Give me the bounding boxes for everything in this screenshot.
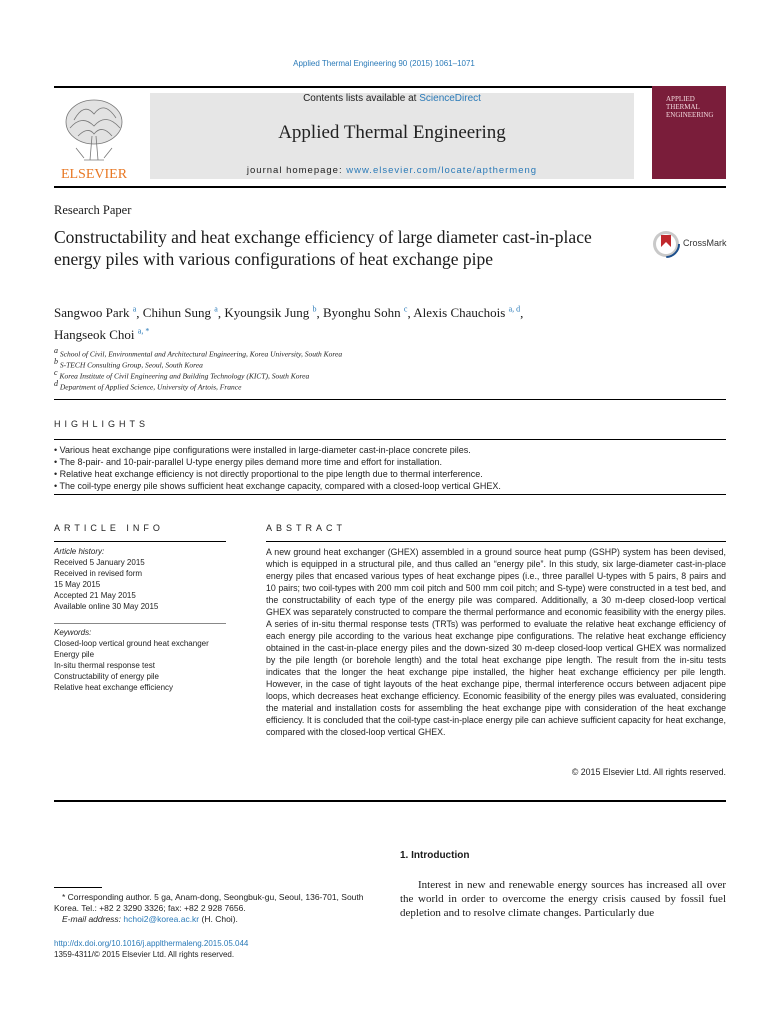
affiliation-mark: c: [54, 368, 58, 377]
highlights-bottom-rule: [54, 494, 726, 495]
highlights-heading: HIGHLIGHTS: [54, 419, 150, 429]
email-label: E-mail address:: [62, 914, 124, 924]
affiliation-text: Korea Institute of Civil Engineering and Building Technology (KICT), South Korea: [59, 371, 310, 381]
author-list: Sangwoo Park $^a$, Chihun Sung $^a$, Kyoungsik Jung $^b$, Byonghu Sohn $^c$, Alexis Chauchois $^{a, d}$, Hangseok Choi $^{a, *}$: [54, 305, 524, 342]
author[interactable]: [143, 305, 218, 320]
history-label: Article history:: [54, 547, 105, 556]
contents-line: [150, 93, 634, 105]
elsevier-wordmark: ELSEVIER: [60, 167, 128, 182]
affiliation-mark: d: [54, 379, 58, 388]
keywords-label: Keywords:: [54, 628, 92, 637]
author[interactable]: [54, 327, 149, 342]
author-name: Alexis Chauchois: [413, 305, 506, 321]
homepage-prefix: journal homepage:: [246, 165, 347, 176]
author-affiliation-mark: a, *: [137, 326, 150, 336]
article-info-rule: [54, 541, 226, 542]
crossmark-label: CrossMark: [683, 238, 727, 248]
introduction-heading: 1. Introduction: [400, 850, 470, 861]
author-affiliation-mark: b: [312, 305, 317, 314]
journal-title: Applied Thermal Engineering: [278, 122, 506, 143]
keyword: Relative heat exchange efficiency: [54, 683, 174, 692]
doi-block: [54, 938, 248, 960]
affiliation-text: S-TECH Consulting Group, Seoul, South Korea: [59, 360, 203, 370]
doi-link[interactable]: http://dx.doi.org/10.1016/j.applthermaleng.2015.05.044: [54, 939, 249, 948]
author-affiliation-mark: c: [403, 305, 408, 314]
author-affiliation-mark: a: [132, 305, 137, 314]
elsevier-tree-icon: [54, 92, 134, 182]
author-name: Kyoungsik Jung: [224, 305, 310, 321]
header-bottom-rule: [54, 186, 726, 188]
abstract-text: A new ground heat exchanger (GHEX) assembled in a ground source heat pump (GSHP) system has been devised, which is equipped in a structural pile, and thus called an “energy pile”. In this study, six large-diameter cast-in-place energy piles that encased various types of heat exchange pipes (i.e., three parallel U-types with 5 pairs, 8 pairs and 10 pairs; two coil-types with 200 mm coil pitch and 500 mm coil pitch; and S-type) were constructed in a test bed, and the constructability of each type of the energy pile was compared. Additionally, a 30 m-deep closed-loop vertical GHEX was separately constructed to compare the thermal performance and economic feasibility with the energy piles. A series of in-situ thermal response tests (TRTs) was performed to evaluate the relative heat exchange efficiency of each energy pile according to the various heat exchange pipe configurations. The relative heat exchange efficiency obtained in the cast-in-place energy piles and the down-sized 30 m-deep closed-loop vertical GHEX was normalized by the pile length (or borehole length) and the total heat exchange pipe length. The result from the in-situ tests indicates that the longer the heat exchange pipe installed, the higher heat exchange efficiency per pile length. However, in the case of tight layouts of the heat exchange pipe, thermal interference occurs between adjacent pipe loops, which decreases heat exchange efficiency. Economic feasibility of the energy piles was evaluated, considering the material and installation costs for assembling the heat exchange pipe with consideration of the heat exchange efficiency. It is concluded that the coil-type cast-in-place energy pile can achieve sufficient capacity for heat exchange, compared with the closed-loop vertical GHEX.: [266, 547, 726, 737]
corresponding-author-footnote: [54, 892, 380, 925]
article-type: Research Paper: [54, 203, 132, 217]
article-title: Constructability and heat exchange efficiency of large diameter cast-in-place energy piles with various configurations of heat exchange pipe: [54, 227, 592, 269]
author-name: Byonghu Sohn: [322, 305, 401, 321]
affiliation: [54, 379, 241, 392]
keyword: In-situ thermal response test: [54, 661, 155, 670]
email-suffix: (H. Choi).: [199, 914, 238, 924]
keyword: Energy pile: [54, 650, 95, 659]
author-name: Hangseok Choi: [54, 326, 135, 342]
author-affiliation-mark: a, d: [508, 305, 521, 314]
author-name: Sangwoo Park: [54, 305, 130, 321]
introduction-text: [400, 878, 726, 920]
highlight-item: • The 8-pair- and 10-pair-parallel U-type energy piles demand more time and effort for installation.: [54, 457, 443, 467]
history-item: Accepted 21 May 2015: [54, 591, 136, 600]
contents-prefix: Contents lists available at: [303, 93, 420, 104]
keyword: Closed-loop vertical ground heat exchanger: [54, 639, 209, 648]
journal-reference[interactable]: Applied Thermal Engineering 90 (2015) 1061–1071: [293, 59, 475, 68]
journal-cover-title: APPLIED THERMAL ENGINEERING: [666, 95, 714, 119]
affiliation-text: School of Civil, Environmental and Architectural Engineering, Korea University, South Korea: [59, 349, 343, 359]
keyword: Constructability of energy pile: [54, 672, 159, 681]
history-item: Available online 30 May 2015: [54, 602, 159, 611]
keywords-rule: [54, 623, 226, 624]
author-affiliation-mark: a: [214, 305, 218, 314]
highlight-item: • Various heat exchange pipe configurations were installed in large-diameter cast-in-place concrete piles.: [54, 445, 471, 455]
history-item: 15 May 2015: [54, 580, 101, 589]
email-link[interactable]: hchoi2@korea.ac.kr: [123, 914, 200, 924]
journal-homepage: [150, 165, 634, 176]
author[interactable]: [54, 305, 136, 320]
abstract-copyright: © 2015 Elsevier Ltd. All rights reserved.: [571, 767, 726, 777]
history-item: Received 5 January 2015: [54, 558, 145, 567]
crossmark-badge[interactable]: [651, 229, 731, 259]
section-divider: [54, 399, 726, 400]
homepage-link[interactable]: www.elsevier.com/locate/apthermeng: [346, 165, 538, 176]
abstract-rule: [266, 541, 726, 542]
front-matter-bottom-rule: [54, 800, 726, 802]
abstract-heading: ABSTRACT: [266, 523, 347, 533]
issn-line: 1359-4311/© 2015 Elsevier Ltd. All rights reserved.: [54, 950, 235, 959]
author[interactable]: [323, 305, 407, 320]
highlights-top-rule: [54, 439, 726, 440]
author-name: Chihun Sung: [142, 305, 212, 321]
author[interactable]: [224, 305, 316, 320]
author[interactable]: [413, 305, 520, 320]
article-info-heading: ARTICLE INFO: [54, 523, 164, 533]
introduction-paragraph: Interest in new and renewable energy sources has increased all over the world in order to overcome the energy crisis caused by fossil fuel depletion and to resolve climate changes. Particularly due: [400, 879, 726, 919]
header-top-rule: [54, 86, 726, 88]
crossmark-icon: [651, 229, 681, 259]
corresponding-author-text: * Corresponding author. 5 ga, Anam-dong, Seongbuk-gu, Seoul, 136-701, South Korea. Tel.: +82 2 3290 3326; fax: +82 2 928 7656.: [54, 892, 364, 913]
affiliation-text: Department of Applied Science, University of Artois, France: [59, 382, 242, 392]
sciencedirect-link[interactable]: ScienceDirect: [419, 93, 481, 104]
highlight-item: • Relative heat exchange efficiency is not directly proportional to the pipe length due to thermal interference.: [54, 469, 483, 479]
footnote-rule: [54, 887, 102, 888]
affiliation-mark: b: [54, 357, 58, 366]
history-item: Received in revised form: [54, 569, 143, 578]
highlight-item: • The coil-type energy pile shows sufficient heat exchange capacity, compared with a closed-loop vertical GHEX.: [54, 481, 501, 491]
elsevier-logo[interactable]: [54, 92, 134, 182]
affiliation-mark: a: [54, 346, 58, 355]
